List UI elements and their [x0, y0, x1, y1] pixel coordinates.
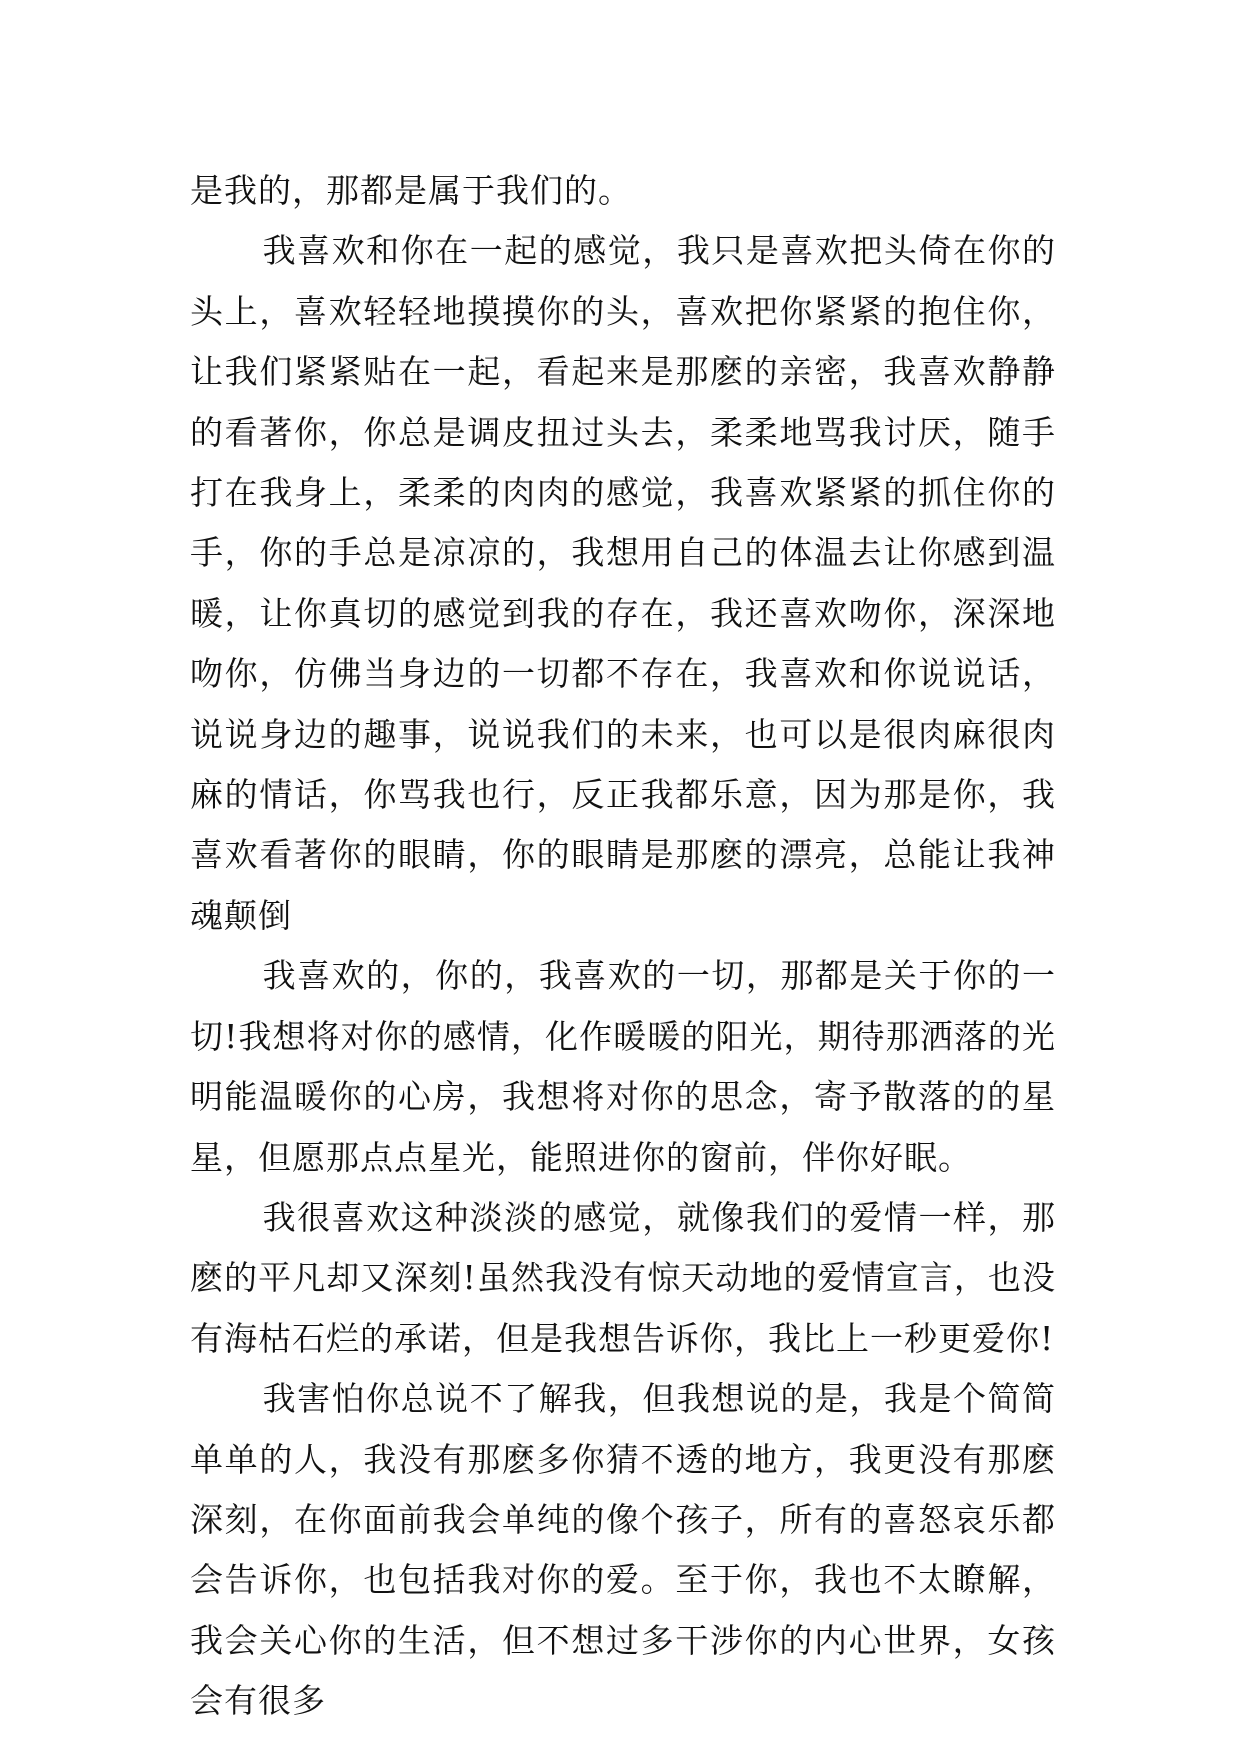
- document-body: [190, 161, 1056, 1732]
- paragraph-4: 我很喜欢这种淡淡的感觉，就像我们的爱情一样，那麽的平凡却又深刻!虽然我没有惊天动地的爱情宣言，也没有海枯石烂的承诺，但是我想告诉你，我比上一秒更爱你!: [190, 1197, 1056, 1358]
- paragraph-3: 我喜欢的，你的，我喜欢的一切，那都是关于你的一切!我想将对你的感情，化作暖暖的阳光，期待那洒落的光明能温暖你的心房，我想将对你的思念，寄予散落的的星星，但愿那点点星光，能照进你的窗前，伴你好眠。: [190, 956, 1056, 1177]
- paragraph-2: 我喜欢和你在一起的感觉，我只是喜欢把头倚在你的头上，喜欢轻轻地摸摸你的头，喜欢把你紧紧的抱住你，让我们紧紧贴在一起，看起来是那麽的亲密，我喜欢静静的看著你，你总是调皮扭过头去，柔柔地骂我讨厌，随手打在我身上，柔柔的肉肉的感觉，我喜欢紧紧的抓住你的手，你的手总是凉凉的，我想用自己的体温去让你感到温暖，让你真切的感觉到我的存在，我还喜欢吻你，深深地吻你，仿佛当身边的一切都不存在，我喜欢和你说说话，说说身边的趣事，说说我们的未来，也可以是很肉麻很肉麻的情话，你骂我也行，反正我都乐意，因为那是你，我喜欢看著你的眼睛，你的眼睛是那麽的漂亮，总能让我神魂颠倒: [190, 231, 1056, 935]
- paragraph-continuation: 是我的，那都是属于我们的。: [190, 171, 632, 210]
- paragraph-5: 我害怕你总说不了解我，但我想说的是，我是个简简单单的人，我没有那麽多你猜不透的地方，我更没有那麽深刻，在你面前我会单纯的像个孩子，所有的喜怒哀乐都会告诉你，也包括我对你的爱。至于你，我也不太瞭解，我会关心你的生活，但不想过多干涉你的内心世界，女孩会有很多: [190, 1379, 1056, 1721]
